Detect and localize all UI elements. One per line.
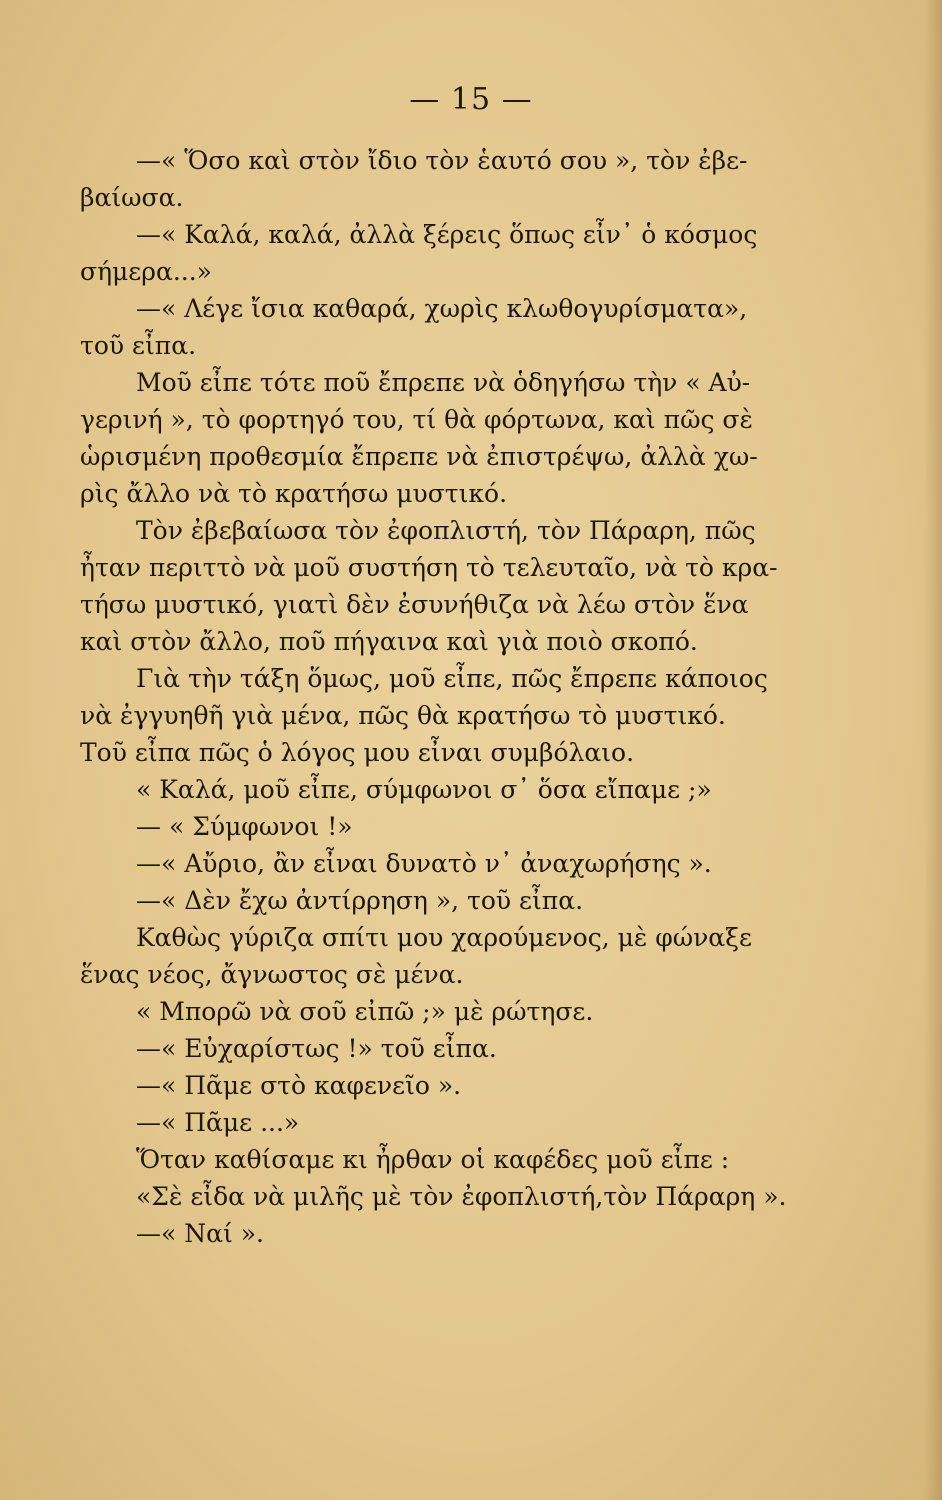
text-line: —« Εὐχαρίστως !» τοῦ εἶπα.: [136, 1034, 497, 1063]
text-line: « Καλά, μοῦ εἶπε, σύμφωνοι σ᾽ ὅσα εἴπαμε ;»: [136, 775, 712, 804]
text-line: Γιὰ τὴν τάξη ὅμως, μοῦ εἶπε, πῶς ἔπρεπε κάποιος: [136, 664, 768, 693]
text-line: ἕνας νέος, ἄγνωστος σὲ μένα.: [80, 960, 464, 989]
text-line: βαίωσα.: [80, 183, 184, 212]
text-line: ρὶς ἄλλο νὰ τὸ κρατήσω μυστικό.: [80, 479, 508, 508]
text-line: —« Ὅσο καὶ στὸν ἴδιο τὸν ἑαυτό σου », τὸν ἐβε-: [136, 146, 748, 175]
text-line: Καθὼς γύριζα σπίτι μου χαρούμενος, μὲ φώναξε: [136, 923, 752, 952]
page-number: — 15 —: [409, 82, 533, 117]
text-line: — « Σύμφωνοι !»: [136, 812, 353, 841]
text-line: Τοῦ εἶπα πῶς ὁ λόγος μου εἶναι συμβόλαιο.: [80, 738, 635, 767]
text-line: —« Λέγε ἴσια καθαρά, χωρὶς κλωθογυρίσματα»,: [136, 294, 748, 323]
text-line: τήσω μυστικό, γιατὶ δὲν ἐσυνήθιζα νὰ λέω στὸν ἕνα: [80, 590, 749, 619]
text-line: ἦταν περιττὸ νὰ μοῦ συστήση τὸ τελευταῖο, νὰ τὸ κρα-: [80, 553, 778, 582]
text-line: —« Πᾶμε ...»: [136, 1108, 300, 1137]
text-line: «Σὲ εἶδα νὰ μιλῆς μὲ τὸν ἐφοπλιστή,τὸν Πάραρη ».: [136, 1182, 787, 1211]
text-line: —« Ναί ».: [136, 1219, 264, 1248]
text-line: —« Καλά, καλά, ἀλλὰ ξέρεις ὅπως εἶν᾽ ὁ κόσμος: [136, 220, 758, 249]
text-line: καὶ στὸν ἄλλο, ποῦ πήγαινα καὶ γιὰ ποιὸ σκοπό.: [80, 627, 698, 656]
text-line: Μοῦ εἶπε τότε ποῦ ἔπρεπε νὰ ὁδηγήσω τὴν « Αὐ-: [136, 368, 751, 397]
text-line: σήμερα...»: [80, 257, 212, 286]
text-line: Ὅταν καθίσαμε κι ἦρθαν οἱ καφέδες μοῦ εἶπε :: [136, 1145, 730, 1174]
text-line: —« Δὲν ἔχω ἀντίρρηση », τοῦ εἶπα.: [136, 886, 584, 915]
text-line: —« Αὔριο, ἂν εἶναι δυνατὸ ν᾽ ἀναχωρήσης ».: [136, 849, 712, 878]
text-line: νὰ ἐγγυηθῆ γιὰ μένα, πῶς θὰ κρατήσω τὸ μυστικό.: [80, 701, 726, 730]
text-line: « Μπορῶ νὰ σοῦ εἰπῶ ;» μὲ ρώτησε.: [136, 997, 594, 1026]
text-line: Τὸν ἐβεβαίωσα τὸν ἐφοπλιστή, τὸν Πάραρη, πῶς: [136, 516, 756, 545]
text-line: ὡρισμένη προθεσμία ἔπρεπε νὰ ἐπιστρέψω, ἀλλὰ χω-: [80, 442, 758, 471]
body-text: [80, 142, 806, 1252]
text-line: —« Πᾶμε στὸ καφενεῖο ».: [136, 1071, 462, 1100]
page-edge-shadow: [924, 0, 942, 1500]
text-line: τοῦ εἶπα.: [80, 331, 197, 360]
text-line: γερινή », τὸ φορτηγό του, τί θὰ φόρτωνα, καὶ πῶς σὲ: [80, 405, 753, 434]
